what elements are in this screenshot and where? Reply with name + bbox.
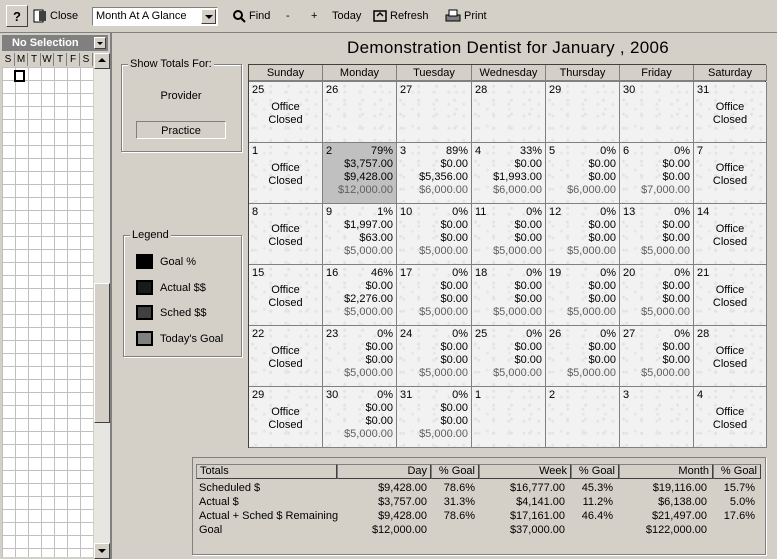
totals-cell [665,523,755,537]
goal-amount: $12,000.00 [337,184,393,196]
month-goal-header: % Goal [713,464,761,479]
legend-swatch [136,305,153,320]
goal-percent: 0% [600,145,616,157]
actual-amount: $0.00 [662,158,690,170]
totals-cell: $9,428.00 [378,510,427,522]
zoom-out-button[interactable]: - [286,10,290,22]
goal-percent: 89% [445,145,468,157]
week-header: Week [479,464,571,479]
day-number: 9 [326,206,333,218]
actual-amount: $0.00 [440,158,468,170]
day-number: 2 [326,145,333,157]
actual-amount: $0.00 [588,280,616,292]
scheduled-amount: $5,356.00 [419,171,468,183]
scheduled-amount: $0.00 [662,354,690,366]
actual-amount: $0.00 [514,280,542,292]
print-button[interactable] [445,5,487,27]
totals-cell: 78.6% [443,482,475,494]
scheduled-amount: $0.00 [365,415,393,427]
goal-percent: 0% [674,145,690,157]
day-cell[interactable] [694,265,767,326]
scheduled-amount: $0.00 [440,354,468,366]
day-cell[interactable] [249,265,323,326]
day-number: 11 [475,206,487,218]
day-number: 25 [475,328,488,340]
office-closed-label: Office Closed [712,162,748,187]
scheduled-amount: $0.00 [588,171,616,183]
actual-amount: $0.00 [588,158,616,170]
day-cell[interactable] [472,387,546,448]
totals-cell: $6,138.00 [658,496,707,508]
goal-amount: $5,000.00 [641,306,690,318]
day-number: 16 [326,267,339,279]
provider-button[interactable]: Provider [160,90,202,102]
goal-amount: $5,000.00 [641,367,690,379]
day-cell[interactable] [472,265,546,326]
totals-cell: $17,161.00 [509,510,565,522]
actual-amount: $0.00 [514,219,542,231]
day-number: 3 [400,145,407,157]
day-number: 2 [549,389,556,401]
day-number: 5 [549,145,556,157]
actual-amount: $0.00 [440,341,468,353]
print-label: Print [464,10,487,22]
mini-day-label: T [54,53,67,66]
weekday-header: Friday [620,65,694,81]
mini-calendar-grid[interactable] [2,67,93,557]
goal-amount: $5,000.00 [493,245,542,257]
day-number: 15 [252,267,265,279]
mini-day-label: S [80,53,93,66]
legend-swatch [136,280,153,295]
office-closed-label: Office Closed [268,162,303,187]
office-closed-label: Office Closed [712,284,748,309]
show-totals-group [121,58,242,152]
day-cell[interactable] [472,143,546,204]
goal-percent: 0% [674,328,690,340]
day-cell[interactable] [472,204,546,265]
totals-cell: $21,497.00 [651,510,707,522]
legend-item-label: Actual $$ [160,281,206,294]
search-icon [232,9,246,23]
day-cell[interactable] [323,387,397,448]
totals-cell: $9,428.00 [378,482,427,494]
mini-day-label: M [15,53,28,66]
goal-percent: 0% [600,267,616,279]
day-cell[interactable] [397,204,472,265]
day-cell[interactable] [546,204,620,265]
scheduled-amount: $0.00 [662,232,690,244]
day-cell[interactable] [546,387,620,448]
scroll-down-icon[interactable] [94,543,110,559]
day-number: 17 [400,267,413,279]
office-closed-label: Office Closed [268,406,303,431]
actual-amount: $0.00 [588,341,616,353]
scheduled-amount: $0.00 [365,354,393,366]
day-number: 21 [697,267,710,279]
goal-percent: 33% [519,145,542,157]
day-cell[interactable] [694,143,767,204]
goal-amount: $5,000.00 [344,428,393,440]
day-number: 18 [475,267,488,279]
goal-amount: $6,000.00 [419,184,468,196]
actual-amount: $3,757.00 [344,158,393,170]
mini-day-label: F [67,53,80,66]
day-number: 29 [549,84,562,96]
totals-row-label: Actual + Sched $ Remaining [199,510,339,522]
mini-calendar-cursor[interactable] [14,70,25,82]
scheduled-amount: $2,276.00 [344,293,393,305]
scheduled-amount: $63.00 [359,232,393,244]
goal-amount: $5,000.00 [493,306,542,318]
day-number: 1 [475,389,482,401]
totals-cell: 11.2% [582,496,613,508]
totals-cell: 31.3% [443,496,475,508]
toolbar [0,0,777,33]
day-number: 30 [623,84,636,96]
office-closed-label: Office Closed [268,223,303,248]
office-closed-label: Office Closed [712,223,748,248]
actual-amount: $0.00 [440,219,468,231]
goal-amount: $5,000.00 [567,245,616,257]
view-select-value: Month At A Glance [96,10,187,22]
goal-percent: 0% [600,328,616,340]
help-button[interactable]: ? [6,5,28,27]
day-number: 4 [475,145,482,157]
day-cell[interactable] [620,387,694,448]
scheduled-amount: $0.00 [588,232,616,244]
goal-amount: $5,000.00 [344,245,393,257]
day-cell[interactable] [397,326,472,387]
legend-item-label: Sched $$ [160,306,207,319]
day-number: 30 [326,389,339,401]
legend-item-label: Today's Goal [160,332,224,345]
scheduled-amount: $0.00 [662,293,690,305]
totals-cell: $19,116.00 [652,482,707,494]
actual-amount: $0.00 [365,402,393,414]
scheduled-amount: $0.00 [514,293,542,305]
actual-amount: $0.00 [440,280,468,292]
page-title: Demonstration Dentist for January , 2006 [347,38,669,57]
office-closed-label: Office Closed [268,284,303,309]
day-number: 8 [252,206,259,218]
day-number: 27 [400,84,413,96]
day-goal-header: % Goal [431,464,479,479]
scheduled-amount: $0.00 [588,354,616,366]
day-cell[interactable] [249,143,323,204]
day-number: 7 [697,145,704,157]
zoom-in-button[interactable]: + [311,10,318,22]
goal-amount: $5,000.00 [567,367,616,379]
printer-icon [445,9,461,23]
totals-cell: $4,141.00 [516,496,565,508]
day-cell[interactable] [546,143,620,204]
legend-swatch [136,254,153,269]
office-closed-label: Office Closed [268,101,303,126]
totals-cell: 5.0% [729,496,755,508]
scheduled-amount: $0.00 [440,293,468,305]
goal-amount: $6,000.00 [567,184,616,196]
day-cell[interactable] [323,204,397,265]
day-number: 23 [326,328,339,340]
mini-day-label: S [2,53,15,66]
find-button[interactable] [232,5,270,27]
goal-amount: $5,000.00 [419,428,468,440]
goal-amount: $5,000.00 [419,245,468,257]
actual-amount: $0.00 [440,402,468,414]
actual-amount: $0.00 [662,280,690,292]
scheduled-amount: $0.00 [588,293,616,305]
goal-amount: $5,000.00 [493,367,542,379]
actual-amount: $0.00 [365,341,393,353]
goal-percent: 0% [600,206,616,218]
goal-amount: $5,000.00 [567,306,616,318]
legend-label: Legend [132,229,169,241]
day-cell[interactable] [546,265,620,326]
weekday-header: Saturday [694,65,767,81]
day-cell[interactable] [620,326,694,387]
goal-percent: 0% [674,267,690,279]
goal-percent: 0% [452,389,468,401]
weekday-header: Sunday [249,65,323,81]
weekday-header: Wednesday [472,65,546,81]
day-number: 26 [326,84,339,96]
selection-label: No Selection [12,37,79,49]
actual-amount: $0.00 [365,280,393,292]
month-calendar [248,64,766,448]
scroll-up-icon[interactable] [94,53,110,69]
totals-cell: 15.7% [723,482,755,494]
day-number: 4 [697,389,704,401]
scheduled-amount: $1,993.00 [493,171,542,183]
goal-percent: 0% [526,328,542,340]
main-area [114,33,777,559]
goal-percent: 0% [452,267,468,279]
legend-item-sched [136,305,206,320]
goal-percent: 0% [377,389,393,401]
goal-amount: $5,000.00 [419,367,468,379]
close-label: Close [50,10,79,22]
day-cell[interactable] [397,143,472,204]
actual-amount: $0.00 [662,341,690,353]
day-cell[interactable] [694,326,767,387]
refresh-label: Refresh [390,10,429,22]
legend-item-goal-pct [136,254,196,269]
legend-item-todays-goal [136,331,223,346]
chevron-down-icon[interactable] [201,9,216,24]
day-cell[interactable] [620,265,694,326]
goal-percent: 0% [452,206,468,218]
totals-cell: $16,777.00 [509,482,565,494]
day-cell[interactable] [694,82,767,143]
day-number: 19 [549,267,562,279]
totals-cell: $37,000.00 [509,524,565,536]
day-number: 12 [549,206,562,218]
goal-percent: 79% [370,145,393,157]
goal-percent: 0% [526,267,542,279]
weekday-header: Monday [323,65,397,81]
day-number: 22 [252,328,265,340]
mini-calendar-panel [0,33,112,559]
totals-row-label: Actual $ [199,496,239,508]
weekday-header: Tuesday [397,65,472,81]
day-number: 29 [252,389,265,401]
legend-swatch [136,331,153,346]
legend-item-actual [136,280,206,295]
close-icon [33,9,47,23]
day-cell[interactable] [472,326,546,387]
totals-cell [523,523,613,537]
totals-cell: $12,000.00 [371,524,427,536]
goal-amount: $7,000.00 [641,184,690,196]
day-cell[interactable] [323,143,397,204]
totals-cell: $122,000.00 [645,524,707,536]
day-cell[interactable] [472,82,546,143]
office-closed-label: Office Closed [712,406,748,431]
vertical-scrollbar[interactable] [94,53,110,559]
mini-day-label: W [41,53,54,66]
practice-button[interactable]: Practice [136,121,226,139]
scheduled-amount: $0.00 [440,232,468,244]
week-goal-header: % Goal [571,464,619,479]
day-number: 14 [697,206,710,218]
goal-amount: $5,000.00 [344,367,393,379]
day-cell[interactable] [249,82,323,143]
day-number: 24 [400,328,413,340]
day-number: 28 [475,84,488,96]
view-select[interactable] [92,7,218,26]
day-cell[interactable] [694,204,767,265]
goal-amount: $6,000.00 [493,184,542,196]
actual-amount: $0.00 [662,219,690,231]
day-number: 31 [697,84,710,96]
day-number: 13 [623,206,636,218]
day-cell[interactable] [249,387,323,448]
day-number: 26 [549,328,562,340]
actual-amount: $0.00 [514,341,542,353]
goal-amount: $5,000.00 [419,306,468,318]
day-cell[interactable] [323,265,397,326]
office-closed-label: Office Closed [712,101,748,126]
day-number: 20 [623,267,636,279]
find-label: Find [249,10,271,22]
totals-cell: 46.4% [581,510,613,522]
today-button[interactable]: Today [332,10,362,22]
day-cell[interactable] [620,82,694,143]
scheduled-amount: $0.00 [662,171,690,183]
scheduled-amount: $0.00 [440,415,468,427]
scroll-thumb[interactable] [94,283,110,423]
scheduled-amount: $0.00 [514,354,542,366]
day-cell[interactable] [694,387,767,448]
totals-cell [385,523,475,537]
day-cell[interactable] [397,265,472,326]
day-number: 10 [400,206,413,218]
goal-percent: 46% [370,267,393,279]
day-cell[interactable] [249,204,323,265]
goal-percent: 0% [377,328,393,340]
goal-amount: $5,000.00 [641,245,690,257]
totals-cell: 45.3% [581,482,613,494]
goal-amount: $5,000.00 [344,306,393,318]
goal-percent: 1% [377,206,393,218]
actual-amount: $1,997.00 [344,219,393,231]
totals-row-label: Scheduled $ [199,482,261,494]
goal-percent: 0% [452,328,468,340]
show-totals-label: Show Totals For: [130,58,212,70]
scheduled-amount: $9,428.00 [344,171,393,183]
totals-cell: $3,757.00 [378,496,427,508]
day-cell[interactable] [546,326,620,387]
day-number: 25 [252,84,265,96]
close-button[interactable] [33,5,78,27]
actual-amount: $0.00 [588,219,616,231]
day-cell[interactable] [397,387,472,448]
weekday-header: Thursday [546,65,620,81]
mini-day-headers [2,53,93,66]
totals-row-label: Goal [199,524,223,536]
totals-cell: 17.6% [723,510,755,522]
office-closed-label: Office Closed [712,345,748,370]
legend-item-label: Goal % [160,255,197,268]
day-cell[interactable] [323,82,397,143]
scheduled-amount: $0.00 [514,232,542,244]
day-cell[interactable] [620,204,694,265]
day-number: 28 [697,328,710,340]
office-closed-label: Office Closed [268,345,303,370]
day-number: 31 [400,389,413,401]
day-header: Day [337,464,431,479]
day-cell[interactable] [323,326,397,387]
goal-percent: 0% [674,206,690,218]
legend-group [123,229,242,357]
day-number: 27 [623,328,636,340]
day-number: 3 [623,389,630,401]
day-cell[interactable] [249,326,323,387]
day-cell[interactable] [546,82,620,143]
day-cell[interactable] [397,82,472,143]
chevron-down-icon[interactable] [94,37,106,49]
totals-cell: 78.6% [443,510,475,522]
day-cell[interactable] [620,143,694,204]
day-number: 6 [623,145,630,157]
totals-table [192,457,766,555]
mini-day-label: T [28,53,41,66]
goal-percent: 0% [526,206,542,218]
totals-header: Totals [196,464,337,479]
month-header: Month [619,464,713,479]
day-number: 1 [252,145,259,157]
refresh-button[interactable] [373,5,429,27]
refresh-icon [373,9,387,23]
actual-amount: $0.00 [514,158,542,170]
selection-header[interactable] [2,35,108,51]
